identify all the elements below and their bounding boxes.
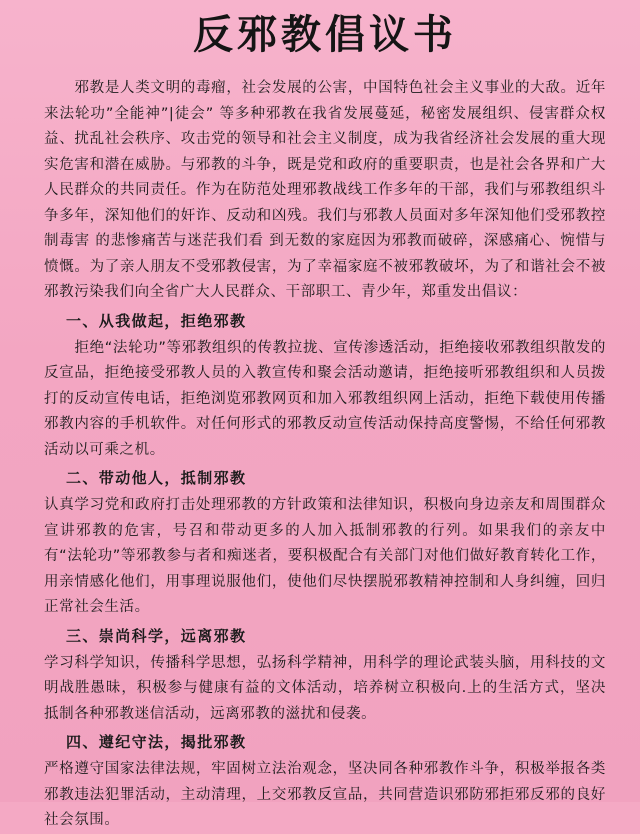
- section-heading-1: 一、从我做起，拒绝邪教: [66, 311, 247, 330]
- section-body-3: 学习科学知识，传播科学思想，弘扬科学精神，用科学的理论武装头脑，用科技的文明战胜愚昧，积极参与健康有益的文体活动，培养树立积极向.上的生活方式，坚决抵制各种邪教迷信活动，远离邪教的滋扰和侵袭。: [44, 654, 606, 722]
- section-heading-2: 二、带动他人，抵制邪教: [66, 469, 247, 487]
- section-heading-3: 三、崇尚科学，远离邪教: [66, 626, 247, 645]
- section-body-4: 严格遵守国家法律法规，牢固树立法治观念，坚决同各种邪教作斗争，积极举报各类邪教违法犯罪活动，主动清理，上交邪教反宣品，共同营造识邪防邪拒邪反邪的良好社会氛围。: [44, 761, 606, 828]
- section-body-1: 拒绝“法轮功”等邪教组织的传教拉拢、宣传渗透活动，拒绝接收邪教组织散发的反宣品，拒绝接受邪教人员的入教宣传和聚会活动邀请，拒绝接听邪教组织和人员拨打的反动宣传电话，拒绝浏览邪教网页和加入邪教组织网上活动，拒绝下载使用传播邪教内容的手机软件。对任何形式的邪教反动宣传活动保持高度警惕，不给任何邪教活动以可乘之机。: [44, 339, 606, 458]
- document-title: 反邪教倡议书: [193, 12, 457, 58]
- section-body-2: 认真学习党和政府打击处理邪教的方针政策和法律知识，积极向身边亲友和周围群众宣讲邪教的危害，号召和带动更多的人加入抵制邪教的行列。如果我们的亲友中有“法轮功”等邪教参与者和痴迷者，要积极配合有关部门对他们做好教育转化工作，用亲情感化他们，用事理说服他们，使他们尽快摆脱邪教精神控制和人身纠缠，回归正常社会生活。: [44, 497, 606, 615]
- section-heading-4: 四、遵纪守法，揭批邪教: [66, 733, 247, 751]
- intro-paragraph: 邪教是人类文明的毒瘤，社会发展的公害，中国特色社会主义事业的大敌。近年来法轮功”全能神”|徒会” 等多种邪教在我省发展蔓延，秘密发展组织、侵害群众权益、扰乱社会秩序、攻击党的领导和社会主义制度，成为我省经济社会发展的重大现实危害和潜在威胁。与邪教的斗争，既是党和政府的重要职责，也是社会各界和广大人民群众的共同责任。作为在防范处理邪教战线工作多年的干部，我们与邪教组织斗争多年，深知他们的奸诈、反动和凶残。我们与邪教人员面对多年深知他们受邪教控制毒害 的悲惨痛苦与迷茫我们看 到无数的家庭因为邪教而破碎，深感痛心、惋惜与愤慨。为了亲人朋友不受邪教侵害，为了幸福家庭不被邪教破坏，为了和谐社会不被邪教污染我们向全省广大人民群众、干部职工、青少年，郑重发出倡议：: [44, 80, 606, 300]
